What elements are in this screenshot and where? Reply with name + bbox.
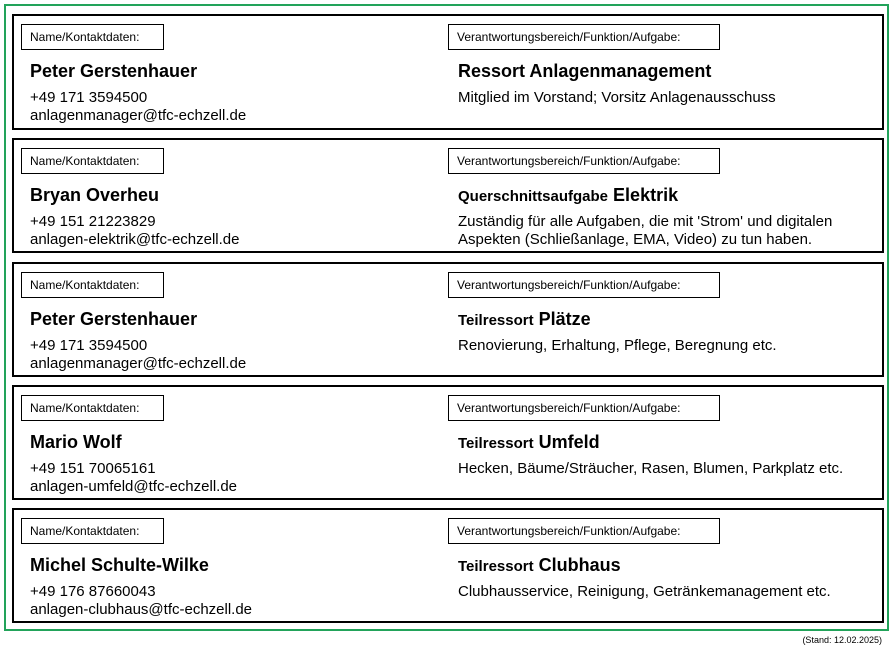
role-title — [458, 61, 711, 82]
role-description: Hecken, Bäume/Sträucher, Rasen, Blumen, Parkplatz etc. — [458, 460, 844, 477]
role-main: Clubhaus — [538, 555, 621, 575]
role-main: Umfeld — [538, 432, 600, 452]
role-prefix: Teilressort — [458, 558, 534, 575]
role-description: Renovierung, Erhaltung, Pflege, Beregnung etc. — [458, 337, 777, 354]
role-description: Mitglied im Vorstand; Vorsitz Anlagenausschuss — [458, 89, 776, 106]
contact-details — [30, 583, 252, 619]
role-title — [458, 185, 678, 206]
phone-number: +49 151 21223829 — [30, 213, 156, 230]
role-tag: Verantwortungsbereich/Funktion/Aufgabe: — [448, 395, 720, 421]
role-tag: Verantwortungsbereich/Funktion/Aufgabe: — [448, 148, 720, 174]
contact-tag: Name/Kontaktdaten: — [21, 518, 164, 544]
email-address[interactable]: anlagen-clubhaus@tfc-echzell.de — [30, 601, 253, 618]
person-name: Mario Wolf — [30, 432, 122, 452]
role-tag: Verantwortungsbereich/Funktion/Aufgabe: — [448, 272, 720, 298]
contact-card — [12, 508, 884, 623]
role-tag: Verantwortungsbereich/Funktion/Aufgabe: — [448, 518, 720, 544]
role-prefix: Teilressort — [458, 312, 534, 329]
role-description: Clubhausservice, Reinigung, Getränkemanagement etc. — [458, 583, 831, 600]
role-description: Zuständig für alle Aufgaben, die mit 'Strom' und digitalen Aspekten (Schließanlage, EMA, Video) zu tun haben. — [458, 213, 833, 248]
role-title — [458, 432, 600, 453]
email-address[interactable]: anlagen-umfeld@tfc-echzell.de — [30, 478, 238, 495]
contact-tag: Name/Kontaktdaten: — [21, 148, 164, 174]
phone-number: +49 151 70065161 — [30, 460, 156, 477]
contact-details — [30, 89, 246, 125]
contact-details — [30, 213, 240, 249]
person-name: Michel Schulte-Wilke — [30, 555, 209, 575]
person-name: Peter Gerstenhauer — [30, 309, 198, 329]
contact-card — [12, 138, 884, 253]
contact-tag: Name/Kontaktdaten: — [21, 24, 164, 50]
role-main: Plätze — [538, 309, 591, 329]
role-main: Ressort Anlagenmanagement — [458, 61, 712, 81]
contact-details — [30, 337, 246, 373]
role-prefix: Querschnittsaufgabe — [458, 188, 609, 205]
phone-number: +49 171 3594500 — [30, 89, 148, 106]
contact-card — [12, 385, 884, 500]
role-prefix: Teilressort — [458, 435, 534, 452]
contact-tag: Name/Kontaktdaten: — [21, 395, 164, 421]
contact-tag: Name/Kontaktdaten: — [21, 272, 164, 298]
person-name: Bryan Overheu — [30, 185, 160, 205]
person-name: Peter Gerstenhauer — [30, 61, 198, 81]
phone-number: +49 176 87660043 — [30, 583, 156, 600]
contact-card — [12, 14, 884, 130]
contact-details — [30, 460, 237, 496]
role-title — [458, 555, 621, 576]
footer-date: (Stand: 12.02.2025) — [802, 635, 882, 645]
role-main: Elektrik — [613, 185, 679, 205]
email-address[interactable]: anlagen-elektrik@tfc-echzell.de — [30, 231, 240, 248]
email-address[interactable]: anlagenmanager@tfc-echzell.de — [30, 355, 247, 372]
phone-number: +49 171 3594500 — [30, 337, 148, 354]
email-address[interactable]: anlagenmanager@tfc-echzell.de — [30, 107, 247, 124]
role-title — [458, 309, 591, 330]
role-tag: Verantwortungsbereich/Funktion/Aufgabe: — [448, 24, 720, 50]
contact-card — [12, 262, 884, 377]
